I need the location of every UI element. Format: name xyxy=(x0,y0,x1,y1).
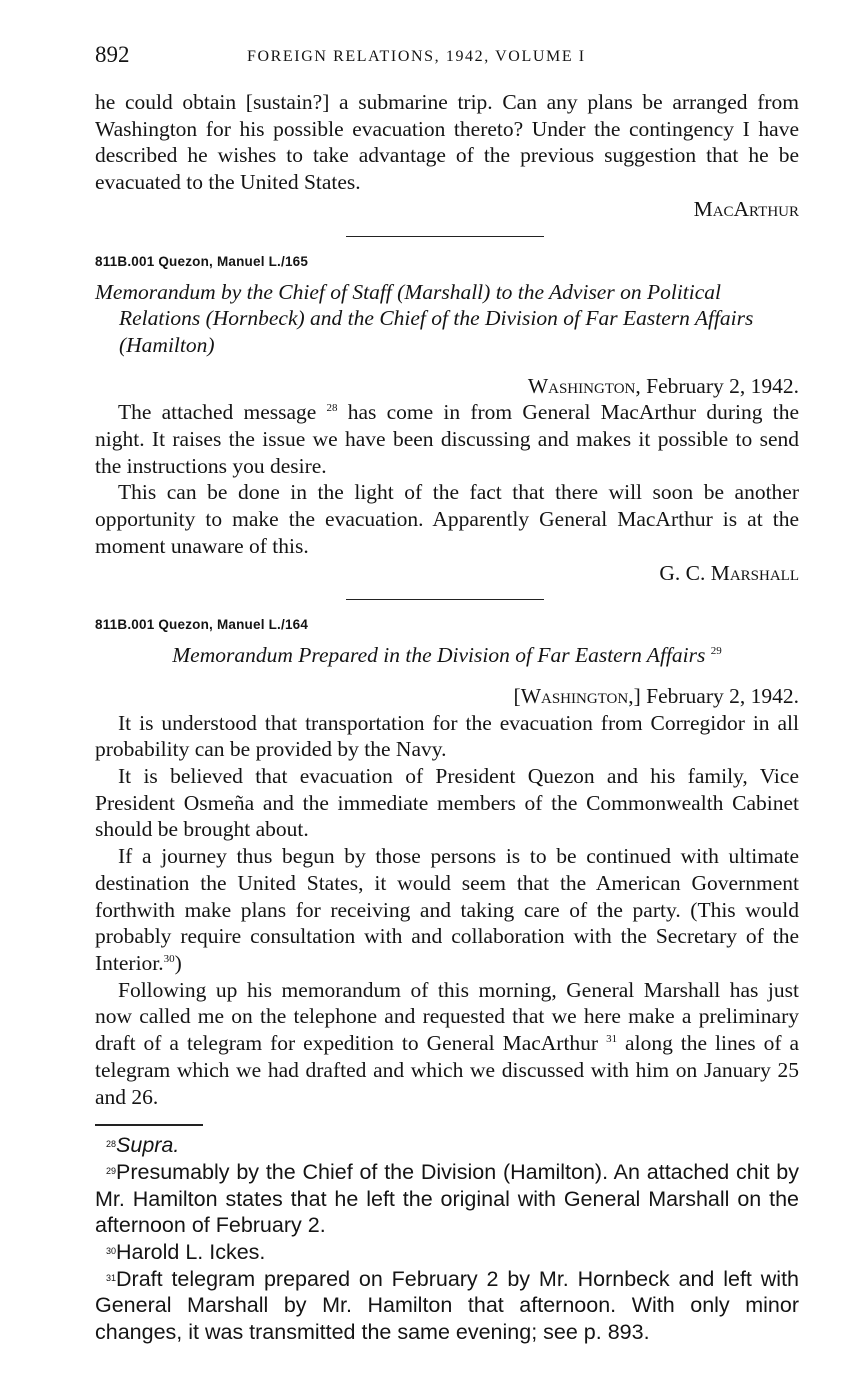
file-reference: 811B.001 Quezon, Manuel L./165 xyxy=(95,253,309,269)
footnote-number: 31 xyxy=(106,1272,117,1283)
memo-paragraph: It is believed that evacuation of President Quezon and his family, Vice President Osmeña and the immediate members of the Commonwealth Cabinet should be brought about. xyxy=(95,764,799,842)
footnote-marker: 31 xyxy=(606,1033,618,1046)
footnote-number: 29 xyxy=(106,1165,117,1176)
paragraph-text: Following up his memorandum of this morning, General Marshall has just now called me on the telephone and requested that we here make a preliminary draft of a telegram for expedition to General MacArthur xyxy=(95,977,799,1056)
footnote xyxy=(95,1266,799,1346)
paragraph-text: has come in from General MacArthur during the night. It raises the issue we have been discussing and makes it possible to send the instructions you desire. xyxy=(95,400,799,478)
page-header xyxy=(95,42,799,72)
document-title-text: Memorandum Prepared in the Division of Far Eastern Affairs xyxy=(172,643,706,668)
document-title: Memorandum by the Chief of Staff (Marshall) to the Adviser on Political Relations (Hornbeck) and the Chief of the Division of Far Eastern Affairs (Hamilton) xyxy=(95,279,754,357)
paragraph-text: The attached message xyxy=(118,400,317,425)
dateline-place: [Washington,] xyxy=(513,683,641,708)
footnote xyxy=(95,1132,799,1159)
signature-macarthur: MacArthur xyxy=(693,196,799,221)
footnote-marker: 28 xyxy=(326,402,338,415)
footnote-text: Presumably by the Chief of the Division (Hamilton). An attached chit by Mr. Hamilton states that he left the original with General Marshall on the afternoon of February 2. xyxy=(95,1159,799,1238)
page-number: 892 xyxy=(95,42,130,67)
dateline xyxy=(95,373,799,400)
page-body xyxy=(95,89,799,1346)
continued-paragraph: he could obtain [sustain?] a submarine trip. Can any plans be arranged from Washington for his possible evacuation thereto? Under the contingency I have described he wishes to take advantage of the previous suggestion that he be evacuated to the United States. xyxy=(95,90,799,195)
section-divider xyxy=(346,599,544,600)
footnotes xyxy=(95,1132,799,1346)
memo-paragraph xyxy=(95,399,799,479)
dateline-date: February 2, 1942. xyxy=(640,683,799,708)
signature-marshall: G. C. Marshall xyxy=(659,560,799,585)
paragraph-text: ) xyxy=(174,950,182,975)
footnote-number: 30 xyxy=(106,1246,117,1257)
section-divider xyxy=(346,236,544,237)
footnote-marker: 29 xyxy=(710,645,722,658)
memo-paragraph xyxy=(95,843,799,977)
paragraph-text: along the lines of a telegram which we had drafted and which we discussed with him on January 25 and 26. xyxy=(95,1031,800,1109)
footnote xyxy=(95,1239,799,1266)
footnote-number: 28 xyxy=(106,1139,117,1150)
memo-paragraph xyxy=(95,977,799,1111)
memo-paragraph: This can be done in the light of the fact that there will soon be another opportunity to make the evacuation. Apparently General MacArthur is at the moment unaware of this. xyxy=(95,480,799,558)
dateline-place: Washington xyxy=(527,373,636,398)
footnote-divider xyxy=(95,1124,203,1126)
dateline xyxy=(95,683,799,710)
footnote-text: Harold L. Ickes. xyxy=(116,1240,266,1265)
dateline-date: , February 2, 1942. xyxy=(635,373,799,398)
footnote-text: Draft telegram prepared on February 2 by Mr. Hornbeck and left with General Marshall by Mr. Hamilton that afternoon. With only minor changes, it was transmitted the same evening; see p. 893. xyxy=(95,1266,799,1345)
footnote xyxy=(95,1159,799,1239)
footnote-text: Supra. xyxy=(116,1133,180,1158)
document-title xyxy=(95,642,799,669)
memo-paragraph: It is understood that transportation for the evacuation from Corregidor in all probability can be provided by the Navy. xyxy=(95,710,799,762)
file-reference: 811B.001 Quezon, Manuel L./164 xyxy=(95,617,309,633)
paragraph-text: If a journey thus begun by those persons is to be continued with ultimate destination the United States, it would seem that the American Government forthwith make plans for receiving and taking care of the party. (This would probably require consultation with and collaboration with the Secretary of the Interior. xyxy=(95,844,799,975)
footnote-marker: 30 xyxy=(163,952,175,965)
running-head: FOREIGN RELATIONS, 1942, VOLUME I xyxy=(247,48,586,65)
